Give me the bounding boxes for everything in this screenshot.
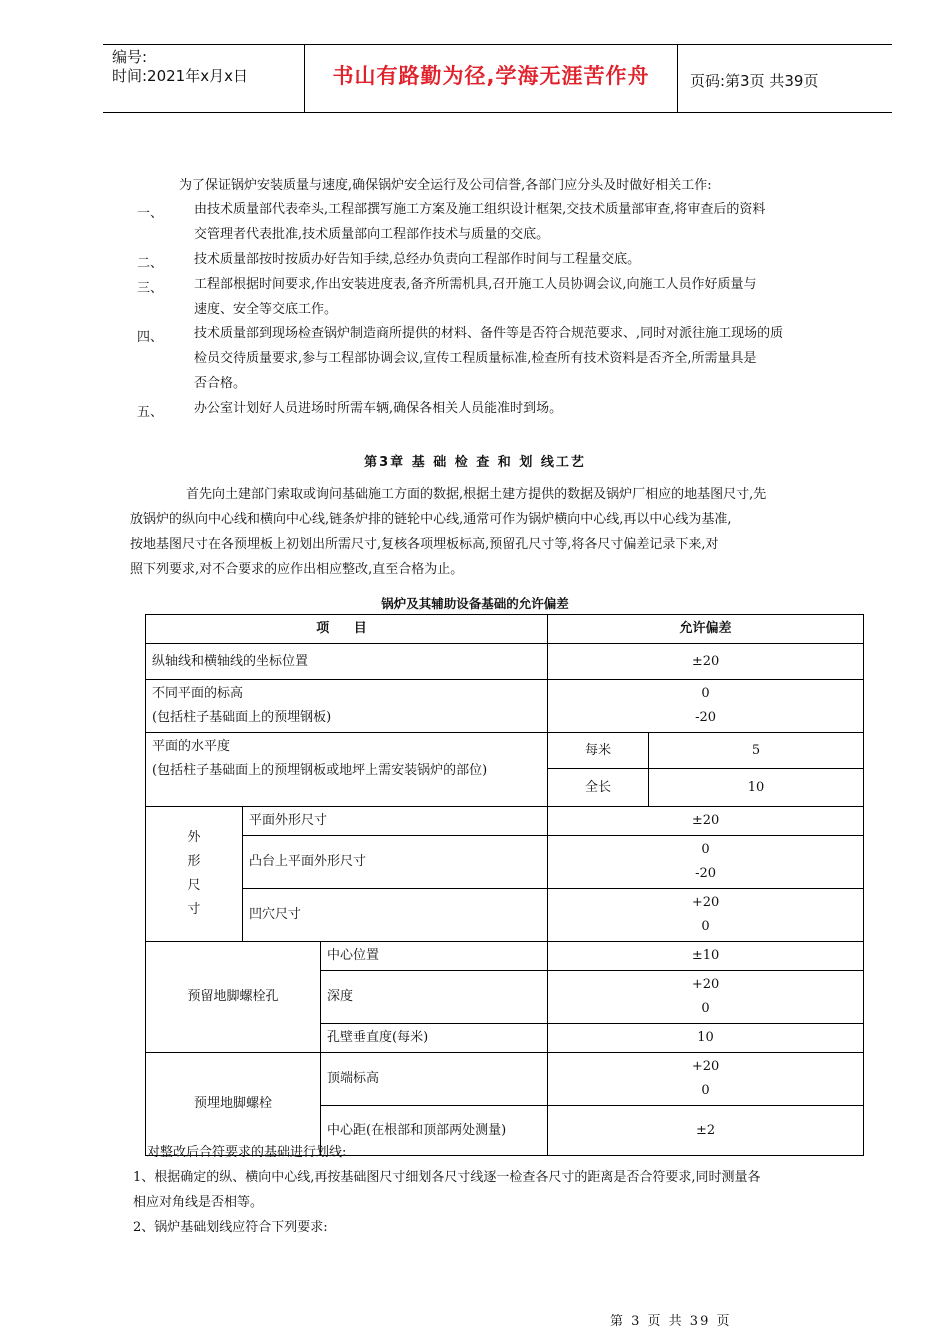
paragraph-line: 按地基图尺寸在各预埋板上初划出所需尺寸,复核各项埋板标高,预留孔尺寸等,将各尺寸偏差记录下来,对 <box>130 537 719 552</box>
group-label-anchor-bolts: 预埋地脚螺栓 <box>146 1053 321 1156</box>
table-caption: 锅炉及其辅助设备基础的允许偏差 <box>381 596 569 611</box>
header-tolerance-cell: 允许偏差 <box>548 615 864 644</box>
item-cell: 凹穴尺寸 <box>243 889 548 942</box>
list-line: 检员交待质量要求,参与工程部协调会议,宣传工程质量标准,检查所有技术资料是否齐全,所需量具是 <box>194 351 757 366</box>
list-line: 交管理者代表批准,技术质量部向工程部作技术与质量的交底。 <box>194 227 550 242</box>
item-line: 平面的水平度 <box>152 739 231 754</box>
item-line: (包括柱子基础面上的预埋钢板或地坪上需安装锅炉的部位) <box>152 763 488 778</box>
item-cell: 凸台上平面外形尺寸 <box>243 836 548 889</box>
chapter-title: 第3章 基 础 检 查 和 划 线工艺 <box>364 455 586 470</box>
list-line: 由技术质量部代表牵头,工程部撰写施工方案及施工组织设计框架,交技术质量部审查,将审查后的资料 <box>194 202 766 217</box>
tolerance-table <box>145 614 864 1156</box>
table-row <box>146 889 864 942</box>
item-cell: 深度 <box>321 971 548 1024</box>
tolerance-value: -20 <box>695 866 716 881</box>
after-table-text <box>133 1140 761 1240</box>
list-item <box>194 321 783 396</box>
paragraph-line: 对整改后合符要求的基础进行划线: <box>147 1145 347 1160</box>
header-meta <box>112 48 248 86</box>
list-line: 速度、安全等交底工作。 <box>194 302 338 317</box>
header-time: 时间:2021年x月x日 <box>112 67 248 85</box>
list-line: 技术质量部到现场检查锅炉制造商所提供的材料、备件等是否符合规范要求、,同时对派往施工现场的质 <box>194 326 784 341</box>
table-row <box>146 1053 864 1106</box>
item-line: 不同平面的标高 <box>152 686 244 701</box>
tolerance-cell <box>548 971 864 1024</box>
paragraph-line: 相应对角线是否相等。 <box>133 1195 264 1210</box>
list-line: 技术质量部按时按质办好告知手续,总经办负责向工程部作时间与工程量交底。 <box>194 252 641 267</box>
tolerance-cell: 10 <box>649 769 864 807</box>
table-row <box>146 644 864 680</box>
item-line: (包括柱子基础面上的预埋钢板) <box>152 710 332 725</box>
tolerance-cell <box>548 889 864 942</box>
item-cell: 中心距(在根部和顶部两处测量) <box>321 1106 548 1156</box>
list-number: 五、 <box>137 405 164 420</box>
group-label-char: 形 <box>187 854 201 869</box>
list-number: 四、 <box>137 330 164 345</box>
item-cell: 孔壁垂直度(每米) <box>321 1024 548 1053</box>
header-divider-right <box>677 44 678 113</box>
list-item <box>194 197 765 247</box>
list-line: 办公室计划好人员进场时所需车辆,确保各相关人员能准时到场。 <box>194 401 563 416</box>
table-row <box>146 680 864 733</box>
tolerance-cell: ±2 <box>548 1106 864 1156</box>
tolerance-value: 0 <box>701 842 710 857</box>
list-number: 二、 <box>137 256 164 271</box>
item-cell: 顶端标高 <box>321 1053 548 1106</box>
tolerance-cell: ±20 <box>548 644 864 680</box>
sub-item-cell: 全长 <box>548 769 649 807</box>
tolerance-value: +20 <box>691 895 720 910</box>
tolerance-value: 0 <box>701 919 710 934</box>
header-page-number: 页码:第3页 共39页 <box>690 72 819 90</box>
header-item-cell: 项 目 <box>146 615 548 644</box>
list-line: 工程部根据时间要求,作出安装进度表,备齐所需机具,召开施工人员协调会议,向施工人员作好质量与 <box>194 277 757 292</box>
tolerance-value: 0 <box>701 686 710 701</box>
table-header-row <box>146 615 864 644</box>
paragraph-line: 首先向土建部门索取或询问基础施工方面的数据,根据土建方提供的数据及锅炉厂相应的地基图尺寸,先 <box>186 487 767 502</box>
tolerance-cell: ±20 <box>548 807 864 836</box>
tolerance-cell <box>548 1053 864 1106</box>
paragraph-line: 1、根据确定的纵、横向中心线,再按基础图尺寸细划各尺寸线逐一检查各尺寸的距离是否合符要求,同时测量各 <box>133 1170 761 1185</box>
group-label-char: 寸 <box>187 902 201 917</box>
list-number: 一、 <box>137 206 164 221</box>
table-row <box>146 733 864 769</box>
header-motto: 书山有路勤为径,学海无涯苦作舟 <box>332 64 650 88</box>
header-number: 编号: <box>112 48 148 66</box>
list-item <box>194 396 562 421</box>
item-cell <box>146 680 548 733</box>
tolerance-cell: 10 <box>548 1024 864 1053</box>
tolerance-value: +20 <box>691 977 720 992</box>
table-row <box>146 836 864 889</box>
list-item <box>194 272 757 322</box>
paragraph-line: 照下列要求,对不合要求的应作出相应整改,直至合格为止。 <box>130 562 464 577</box>
paragraph-line: 2、锅炉基础划线应符合下列要求: <box>133 1220 328 1235</box>
group-label-bolt-holes: 预留地脚螺栓孔 <box>146 942 321 1053</box>
table-row <box>146 942 864 971</box>
sub-item-cell: 每米 <box>548 733 649 769</box>
list-line: 否合格。 <box>194 376 247 391</box>
group-label-char: 尺 <box>187 878 201 893</box>
tolerance-cell: ±10 <box>548 942 864 971</box>
table-row <box>146 807 864 836</box>
group-label-char: 外 <box>187 830 201 845</box>
item-cell <box>146 733 548 807</box>
footer-page-number: 第 3 页 共 39 页 <box>610 1314 732 1329</box>
item-cell: 平面外形尺寸 <box>243 807 548 836</box>
list-item <box>194 247 640 272</box>
header-top-rule <box>103 44 892 45</box>
chapter-paragraph <box>130 482 766 582</box>
tolerance-value: -20 <box>695 710 716 725</box>
tolerance-cell <box>548 836 864 889</box>
paragraph-line: 放锅炉的纵向中心线和横向中心线,链条炉排的链轮中心线,通常可作为锅炉横向中心线,再以中心线为基准, <box>130 512 732 527</box>
item-cell: 纵轴线和横轴线的坐标位置 <box>146 644 548 680</box>
tolerance-cell <box>548 680 864 733</box>
tolerance-value: 0 <box>701 1001 710 1016</box>
intro-paragraph: 为了保证锅炉安装质量与速度,确保锅炉安全运行及公司信誉,各部门应分头及时做好相关工作: <box>179 178 712 193</box>
group-label-outline-size <box>146 807 243 942</box>
tolerance-value: 0 <box>701 1083 710 1098</box>
header-bottom-rule <box>103 112 892 113</box>
tolerance-cell: 5 <box>649 733 864 769</box>
item-cell: 中心位置 <box>321 942 548 971</box>
tolerance-value: +20 <box>691 1059 720 1074</box>
list-number: 三、 <box>137 281 164 296</box>
